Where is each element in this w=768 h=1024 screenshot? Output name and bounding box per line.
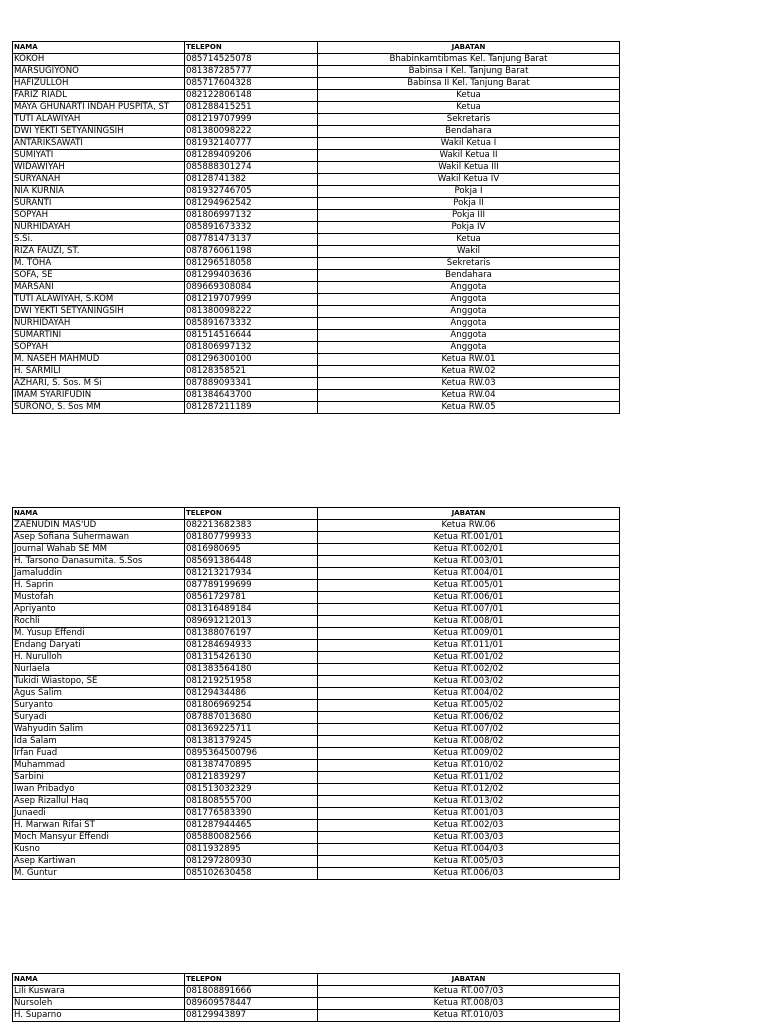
cell-nama: Asep Rizallul Haq: [13, 796, 185, 808]
table-row: [13, 796, 620, 808]
table-row: [13, 676, 620, 688]
cell-nama: H. Suparno: [13, 1010, 185, 1022]
table-row: [13, 294, 620, 306]
cell-nama: NIA KURNIA: [13, 186, 185, 198]
cell-jabatan: Ketua RW.06: [318, 520, 620, 532]
cell-jabatan: Ketua RT.001/03: [318, 808, 620, 820]
cell-nama: Nursoleh: [13, 998, 185, 1010]
cell-nama: Rochli: [13, 616, 185, 628]
header-telepon: TELEPON: [185, 508, 318, 520]
cell-telepon: 081808891666: [185, 986, 318, 998]
cell-jabatan: Wakil Ketua II: [318, 150, 620, 162]
cell-nama: ANTARIKSAWATI: [13, 138, 185, 150]
cell-nama: Agus Salim: [13, 688, 185, 700]
cell-nama: HAFIZULLOH: [13, 78, 185, 90]
cell-telepon: 081213217934: [185, 568, 318, 580]
cell-telepon: 087889093341: [185, 378, 318, 390]
cell-nama: Tukidi Wiastopo, SE: [13, 676, 185, 688]
cell-nama: AZHARI, S. Sos. M Si: [13, 378, 185, 390]
table-row: [13, 1010, 620, 1022]
header-nama: NAMA: [13, 508, 185, 520]
table-row: [13, 222, 620, 234]
table-row: [13, 688, 620, 700]
cell-telepon: 081296300100: [185, 354, 318, 366]
cell-nama: Irfan Fuad: [13, 748, 185, 760]
cell-telepon: 085691386448: [185, 556, 318, 568]
header-row: [13, 974, 620, 986]
header-jabatan: JABATAN: [318, 42, 620, 54]
cell-nama: IMAM SYARIFUDIN: [13, 390, 185, 402]
cell-nama: Wahyudin Salim: [13, 724, 185, 736]
table-row: [13, 330, 620, 342]
cell-nama: SURONO, S. Sos MM: [13, 402, 185, 414]
cell-telepon: 081219707999: [185, 114, 318, 126]
cell-telepon: 0816980695: [185, 544, 318, 556]
table-row: [13, 856, 620, 868]
table-row: [13, 54, 620, 66]
cell-telepon: 081808555700: [185, 796, 318, 808]
cell-jabatan: Wakil Ketua I: [318, 138, 620, 150]
table-row: [13, 520, 620, 532]
cell-jabatan: Ketua: [318, 90, 620, 102]
cell-jabatan: Pokja IV: [318, 222, 620, 234]
cell-telepon: 0811932895: [185, 844, 318, 856]
cell-nama: SOPYAH: [13, 342, 185, 354]
cell-nama: Endang Daryati: [13, 640, 185, 652]
cell-jabatan: Ketua RT.008/03: [318, 998, 620, 1010]
cell-jabatan: Ketua RT.001/02: [318, 652, 620, 664]
cell-nama: FARIZ RIADL: [13, 90, 185, 102]
cell-telepon: 081513032329: [185, 784, 318, 796]
cell-jabatan: Ketua RT.003/02: [318, 676, 620, 688]
cell-telepon: 085880082566: [185, 832, 318, 844]
cell-nama: M. NASEH MAHMUD: [13, 354, 185, 366]
cell-nama: M. Guntur: [13, 868, 185, 880]
cell-jabatan: Bendahara: [318, 270, 620, 282]
cell-jabatan: Ketua RT.004/02: [318, 688, 620, 700]
cell-telepon: 081388076197: [185, 628, 318, 640]
table-row: [13, 102, 620, 114]
cell-telepon: 081287211189: [185, 402, 318, 414]
cell-nama: SUMARTINI: [13, 330, 185, 342]
table-row: [13, 748, 620, 760]
cell-jabatan: Pokja II: [318, 198, 620, 210]
table-row: [13, 532, 620, 544]
cell-jabatan: Ketua RT.007/02: [318, 724, 620, 736]
cell-jabatan: Ketua RT.003/01: [318, 556, 620, 568]
cell-nama: Lili Kuswara: [13, 986, 185, 998]
table-row: [13, 832, 620, 844]
cell-telepon: 081807799933: [185, 532, 318, 544]
cell-jabatan: Anggota: [318, 282, 620, 294]
cell-telepon: 081219707999: [185, 294, 318, 306]
cell-nama: NURHIDAYAH: [13, 318, 185, 330]
cell-telepon: 081288415251: [185, 102, 318, 114]
table-row: [13, 736, 620, 748]
cell-telepon: 085891673332: [185, 318, 318, 330]
cell-telepon: 081299403636: [185, 270, 318, 282]
cell-nama: Sarbini: [13, 772, 185, 784]
cell-jabatan: Ketua RT.011/01: [318, 640, 620, 652]
cell-jabatan: Ketua RT.006/02: [318, 712, 620, 724]
cell-nama: H. Tarsono Danasumita. S.Sos: [13, 556, 185, 568]
cell-jabatan: Sekretaris: [318, 258, 620, 270]
cell-telepon: 081932746705: [185, 186, 318, 198]
cell-jabatan: Ketua RT.008/01: [318, 616, 620, 628]
table-row: [13, 126, 620, 138]
table-row: [13, 592, 620, 604]
cell-jabatan: Ketua RW.03: [318, 378, 620, 390]
cell-nama: MARSUGIYONO: [13, 66, 185, 78]
header-row: [13, 508, 620, 520]
cell-telepon: 082213682383: [185, 520, 318, 532]
cell-nama: Muhammad: [13, 760, 185, 772]
cell-nama: Suryadi: [13, 712, 185, 724]
cell-nama: KOKOH: [13, 54, 185, 66]
cell-telepon: 081289409206: [185, 150, 318, 162]
cell-telepon: 081297280930: [185, 856, 318, 868]
table-row: [13, 760, 620, 772]
table-row: [13, 138, 620, 150]
cell-nama: Apriyanto: [13, 604, 185, 616]
contact-table-2: [12, 507, 620, 880]
cell-telepon: 081369225711: [185, 724, 318, 736]
cell-telepon: 087789199699: [185, 580, 318, 592]
table-row: [13, 174, 620, 186]
header-jabatan: JABATAN: [318, 508, 620, 520]
cell-telepon: 081380098222: [185, 126, 318, 138]
cell-jabatan: Ketua RT.001/01: [318, 532, 620, 544]
cell-telepon: 089609578447: [185, 998, 318, 1010]
table-row: [13, 640, 620, 652]
table-row: [13, 162, 620, 174]
table-row: [13, 652, 620, 664]
cell-jabatan: Ketua RT.002/02: [318, 664, 620, 676]
header-nama: NAMA: [13, 42, 185, 54]
header-nama: NAMA: [13, 974, 185, 986]
cell-telepon: 081383564180: [185, 664, 318, 676]
cell-nama: H. Marwan Rifai ST: [13, 820, 185, 832]
header-row: [13, 42, 620, 54]
cell-telepon: 08121839297: [185, 772, 318, 784]
cell-telepon: 08128741382: [185, 174, 318, 186]
cell-nama: ZAENUDIN MAS'UD: [13, 520, 185, 532]
table-row: [13, 402, 620, 414]
cell-telepon: 081315426130: [185, 652, 318, 664]
cell-telepon: 081284694933: [185, 640, 318, 652]
cell-telepon: 081381379245: [185, 736, 318, 748]
table-row: [13, 628, 620, 640]
table-row: [13, 366, 620, 378]
cell-nama: Ida Salam: [13, 736, 185, 748]
cell-jabatan: Ketua RT.005/01: [318, 580, 620, 592]
table-row: [13, 390, 620, 402]
cell-jabatan: Wakil Ketua IV: [318, 174, 620, 186]
cell-jabatan: Ketua RT.009/01: [318, 628, 620, 640]
table-row: [13, 580, 620, 592]
cell-telepon: 08129943897: [185, 1010, 318, 1022]
cell-jabatan: Anggota: [318, 294, 620, 306]
cell-jabatan: Bhabinkamtibmas Kel. Tanjung Barat: [318, 54, 620, 66]
cell-nama: H. Nurulloh: [13, 652, 185, 664]
table-row: [13, 270, 620, 282]
table-row: [13, 784, 620, 796]
cell-jabatan: Ketua RT.010/02: [318, 760, 620, 772]
cell-nama: Iwan Pribadyo: [13, 784, 185, 796]
cell-telepon: 085888301274: [185, 162, 318, 174]
table-row: [13, 772, 620, 784]
cell-jabatan: Ketua RT.013/02: [318, 796, 620, 808]
table-row: [13, 616, 620, 628]
cell-jabatan: Ketua RT.007/03: [318, 986, 620, 998]
cell-jabatan: Anggota: [318, 330, 620, 342]
header-telepon: TELEPON: [185, 42, 318, 54]
cell-nama: RIZA FAUZI, ST.: [13, 246, 185, 258]
table-row: [13, 868, 620, 880]
cell-telepon: 085714525078: [185, 54, 318, 66]
cell-jabatan: Ketua RT.002/03: [318, 820, 620, 832]
contact-table-1: [12, 41, 620, 414]
cell-telepon: 081776583390: [185, 808, 318, 820]
cell-nama: Moch Mansyur Effendi: [13, 832, 185, 844]
table-row: [13, 354, 620, 366]
cell-telepon: 081387285777: [185, 66, 318, 78]
cell-nama: SOPYAH: [13, 210, 185, 222]
cell-jabatan: Pokja III: [318, 210, 620, 222]
cell-jabatan: Babinsa I Kel. Tanjung Barat: [318, 66, 620, 78]
cell-nama: Junaedi: [13, 808, 185, 820]
cell-nama: TUTI ALAWIYAH, S.KOM: [13, 294, 185, 306]
cell-nama: Asep Kartiwan: [13, 856, 185, 868]
cell-telepon: 08128358521: [185, 366, 318, 378]
cell-telepon: 081384643700: [185, 390, 318, 402]
cell-telepon: 08561729781: [185, 592, 318, 604]
cell-nama: DWI YEKTI SETYANINGSIH: [13, 306, 185, 318]
cell-jabatan: Ketua RT.007/01: [318, 604, 620, 616]
table-row: [13, 78, 620, 90]
cell-nama: Suryanto: [13, 700, 185, 712]
cell-nama: TUTI ALAWIYAH: [13, 114, 185, 126]
cell-nama: NURHIDAYAH: [13, 222, 185, 234]
cell-jabatan: Anggota: [318, 342, 620, 354]
table-row: [13, 664, 620, 676]
table-row: [13, 724, 620, 736]
cell-nama: H. SARMILI: [13, 366, 185, 378]
cell-telepon: 081294962542: [185, 198, 318, 210]
table-row: [13, 820, 620, 832]
table-row: [13, 342, 620, 354]
cell-jabatan: Wakil: [318, 246, 620, 258]
cell-jabatan: Ketua RT.005/02: [318, 700, 620, 712]
table-row: [13, 246, 620, 258]
table-row: [13, 258, 620, 270]
cell-telepon: 087781473137: [185, 234, 318, 246]
cell-telepon: 081287944465: [185, 820, 318, 832]
cell-jabatan: Babinsa II Kel. Tanjung Barat: [318, 78, 620, 90]
cell-jabatan: Ketua RT.006/01: [318, 592, 620, 604]
table-row: [13, 282, 620, 294]
table-row: [13, 378, 620, 390]
cell-telepon: 089669308084: [185, 282, 318, 294]
cell-nama: Nurlaela: [13, 664, 185, 676]
cell-telepon: 081316489184: [185, 604, 318, 616]
cell-nama: MARSANI: [13, 282, 185, 294]
cell-telepon: 0895364500796: [185, 748, 318, 760]
cell-jabatan: Sekretaris: [318, 114, 620, 126]
table-row: [13, 234, 620, 246]
table-row: [13, 210, 620, 222]
table-row: [13, 712, 620, 724]
cell-jabatan: Ketua RT.009/02: [318, 748, 620, 760]
cell-nama: S.Si.: [13, 234, 185, 246]
cell-jabatan: Ketua RT.004/03: [318, 844, 620, 856]
cell-jabatan: Pokja I: [318, 186, 620, 198]
cell-nama: Asep Sofiana Suhermawan: [13, 532, 185, 544]
cell-jabatan: Ketua RT.006/03: [318, 868, 620, 880]
cell-jabatan: Anggota: [318, 306, 620, 318]
cell-telepon: 085717604328: [185, 78, 318, 90]
table-row: [13, 306, 620, 318]
cell-jabatan: Ketua: [318, 102, 620, 114]
table-row: [13, 90, 620, 102]
cell-telepon: 081806969254: [185, 700, 318, 712]
cell-telepon: 085891673332: [185, 222, 318, 234]
table-row: [13, 66, 620, 78]
cell-jabatan: Ketua RT.011/02: [318, 772, 620, 784]
cell-telepon: 082122806148: [185, 90, 318, 102]
cell-jabatan: Ketua RT.012/02: [318, 784, 620, 796]
cell-telepon: 081380098222: [185, 306, 318, 318]
table-row: [13, 808, 620, 820]
table-row: [13, 986, 620, 998]
cell-nama: Kusno: [13, 844, 185, 856]
table-row: [13, 568, 620, 580]
cell-nama: SOFA, SE: [13, 270, 185, 282]
cell-jabatan: Ketua RT.005/03: [318, 856, 620, 868]
table-row: [13, 114, 620, 126]
cell-nama: H. Saprin: [13, 580, 185, 592]
cell-nama: SUMIYATI: [13, 150, 185, 162]
cell-telepon: 081806997132: [185, 210, 318, 222]
cell-jabatan: Anggota: [318, 318, 620, 330]
cell-jabatan: Ketua RW.01: [318, 354, 620, 366]
cell-telepon: 081296518058: [185, 258, 318, 270]
header-jabatan: JABATAN: [318, 974, 620, 986]
cell-nama: MAYA GHUNARTI INDAH PUSPITA, ST: [13, 102, 185, 114]
cell-telepon: 08129434486: [185, 688, 318, 700]
table-row: [13, 998, 620, 1010]
cell-nama: SURANTI: [13, 198, 185, 210]
cell-jabatan: Wakil Ketua III: [318, 162, 620, 174]
cell-telepon: 081514516644: [185, 330, 318, 342]
cell-jabatan: Ketua RW.05: [318, 402, 620, 414]
cell-nama: Mustofah: [13, 592, 185, 604]
cell-telepon: 085102630458: [185, 868, 318, 880]
cell-telepon: 081219251958: [185, 676, 318, 688]
cell-jabatan: Ketua RT.010/03: [318, 1010, 620, 1022]
cell-telepon: 087887013680: [185, 712, 318, 724]
cell-nama: SURYANAH: [13, 174, 185, 186]
cell-nama: DWI YEKTI SETYANINGSIH: [13, 126, 185, 138]
table-row: [13, 186, 620, 198]
cell-telepon: 081387470895: [185, 760, 318, 772]
table-row: [13, 544, 620, 556]
table-row: [13, 700, 620, 712]
cell-jabatan: Bendahara: [318, 126, 620, 138]
cell-telepon: 081932140777: [185, 138, 318, 150]
table-row: [13, 604, 620, 616]
table-row: [13, 150, 620, 162]
table-row: [13, 844, 620, 856]
header-telepon: TELEPON: [185, 974, 318, 986]
table-row: [13, 318, 620, 330]
cell-telepon: 081806997132: [185, 342, 318, 354]
cell-jabatan: Ketua RT.002/01: [318, 544, 620, 556]
cell-nama: WIDAWIYAH: [13, 162, 185, 174]
cell-jabatan: Ketua RW.02: [318, 366, 620, 378]
cell-jabatan: Ketua RT.003/03: [318, 832, 620, 844]
cell-telepon: 087876061198: [185, 246, 318, 258]
contact-table-3: [12, 973, 620, 1022]
table-row: [13, 198, 620, 210]
cell-nama: M. TOHA: [13, 258, 185, 270]
cell-jabatan: Ketua RT.008/02: [318, 736, 620, 748]
cell-nama: Jamaluddin: [13, 568, 185, 580]
cell-telepon: 089691212013: [185, 616, 318, 628]
cell-jabatan: Ketua: [318, 234, 620, 246]
cell-jabatan: Ketua RW.04: [318, 390, 620, 402]
table-row: [13, 556, 620, 568]
cell-nama: M. Yusup Effendi: [13, 628, 185, 640]
cell-jabatan: Ketua RT.004/01: [318, 568, 620, 580]
cell-nama: Journal Wahab SE MM: [13, 544, 185, 556]
